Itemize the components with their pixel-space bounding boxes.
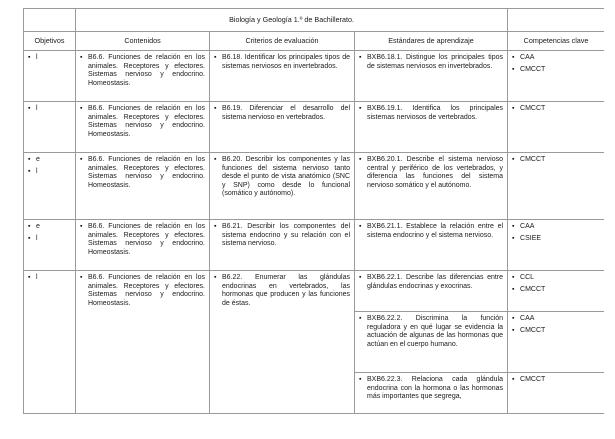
criterio-text: B6.19. Diferenciar el desarrollo del sistema nervioso en vertebrados. [222, 105, 350, 121]
estandar-text: BXB6.22.3. Relaciona cada glándula endocrina con la hormona o las hormonas más importantes que segrega, [367, 376, 504, 401]
curriculum-table [23, 8, 604, 414]
estandar-text: BXB6.22.2. Discrimina la función reguladora y en qué lugar se evidencia la actuación de algunas de las hormonas que actúan en el cuerpo humano. [367, 315, 504, 348]
competencia-item: ▪ CAA [512, 315, 535, 322]
objetivo-item: ▪ l [28, 54, 38, 61]
objetivo-item: ▪ l [28, 234, 38, 242]
contenido-text: B6.6. Funciones de relación en los animales. Receptores y efectores. Sistemas nervioso y endocrino. Homeostasis. [88, 54, 205, 87]
objetivo-item: ▪ l [28, 105, 38, 112]
competencia-item: ▪ CMCCT [512, 285, 546, 293]
empty-corner-cell [24, 9, 76, 32]
bullet-icon: ▪ [512, 156, 515, 163]
contenido-text: B6.6. Funciones de relación en los animales. Receptores y efectores. Sistemas nervioso y endocrino. Homeostasis. [88, 156, 205, 189]
bullet-icon: ▪ [359, 376, 362, 383]
bullet-icon: ▪ [359, 54, 362, 61]
header-objetivos: Objetivos [24, 32, 76, 51]
empty-corner-cell [508, 9, 604, 32]
table-row [24, 51, 605, 102]
competencia-item: ▪ CMCCT [512, 326, 546, 334]
contenido-text: B6.6. Funciones de relación en los animales. Receptores y efectores. Sistemas nervioso y endocrino. Homeostasis. [88, 105, 205, 138]
bullet-icon: ▪ [214, 54, 217, 61]
bullet-icon: ▪ [512, 285, 515, 293]
contenido-text: B6.6. Funciones de relación en los animales. Receptores y efectores. Sistemas nervioso y endocrino. Homeostasis. [88, 274, 205, 307]
bullet-icon: ▪ [214, 223, 217, 230]
bullet-icon: ▪ [28, 105, 31, 112]
table-row [24, 271, 605, 312]
competencia-item: ▪ CCL [512, 274, 535, 281]
document-page [23, 8, 604, 439]
bullet-icon: ▪ [512, 234, 515, 242]
bullet-icon: ▪ [512, 376, 515, 383]
bullet-icon: ▪ [80, 54, 83, 61]
bullet-icon: ▪ [359, 315, 362, 322]
header-contenidos: Contenidos [76, 32, 210, 51]
competencia-item: ▪ CAA [512, 223, 535, 230]
competencia-item: ▪ CAA [512, 54, 535, 61]
bullet-icon: ▪ [28, 234, 31, 242]
criterio-text: B6.22. Enumerar las glándulas endocrinas en vertebrados, las hormonas que producen y las funciones de éstas. [222, 274, 350, 307]
bullet-icon: ▪ [359, 156, 362, 163]
bullet-icon: ▪ [28, 223, 31, 230]
bullet-icon: ▪ [359, 223, 362, 230]
bullet-icon: ▪ [28, 167, 31, 175]
bullet-icon: ▪ [512, 54, 515, 61]
bullet-icon: ▪ [512, 315, 515, 322]
competencia-item: ▪ CSIEE [512, 234, 542, 242]
bullet-icon: ▪ [359, 274, 362, 281]
bullet-icon: ▪ [214, 156, 217, 163]
criterio-text: B6.20. Describir los componentes y las funciones del sistema nervioso tanto desde el punto de vista anatómico (SNC y SNP) como desde lo funcional (somático y autónomo). [222, 156, 350, 198]
estandar-text: BXB6.21.1. Establece la relación entre el sistema endocrino y el sistema nervioso. [367, 223, 504, 239]
competencia-item: ▪ CMCCT [512, 65, 546, 73]
objetivo-item: ▪ e [28, 156, 40, 163]
bullet-icon: ▪ [28, 54, 31, 61]
bullet-icon: ▪ [80, 274, 83, 281]
criterio-text: B6.18. Identificar los principales tipos de sistemas nerviosos en invertebrados. [222, 54, 350, 70]
header-estandares: Estándares de aprendizaje [355, 32, 508, 51]
table-row [24, 102, 605, 153]
estandar-text: BXB6.22.1. Describe las diferencias entre glándulas endocrinas y exocrinas. [367, 274, 504, 290]
bullet-icon: ▪ [80, 105, 83, 112]
objetivo-item: ▪ e [28, 223, 40, 230]
bullet-icon: ▪ [80, 156, 83, 163]
competencia-item: ▪ CMCCT [512, 156, 546, 163]
bullet-icon: ▪ [28, 156, 31, 163]
table-row [24, 220, 605, 271]
objetivo-item: ▪ l [28, 167, 38, 175]
criterio-text: B6.21. Describir los componentes del sistema endocrino y su relación con el sistema nervioso. [222, 223, 350, 248]
bullet-icon: ▪ [512, 105, 515, 112]
header-criterios: Criterios de evaluación [210, 32, 355, 51]
bullet-icon: ▪ [512, 326, 515, 334]
bullet-icon: ▪ [214, 274, 217, 281]
bullet-icon: ▪ [80, 223, 83, 230]
contenido-text: B6.6. Funciones de relación en los animales. Receptores y efectores. Sistemas nervioso y endocrino. Homeostasis. [88, 223, 205, 256]
competencia-item: ▪ CMCCT [512, 376, 546, 383]
bullet-icon: ▪ [512, 223, 515, 230]
objetivo-item: ▪ l [28, 274, 38, 281]
competencia-item: ▪ CMCCT [512, 105, 546, 112]
table-title: Biología y Geología 1.º de Bachillerato. [76, 9, 508, 32]
bullet-icon: ▪ [512, 65, 515, 73]
bullet-icon: ▪ [512, 274, 515, 281]
estandar-text: BXB6.19.1. Identifica los principales sistemas nerviosos de vertebrados. [367, 105, 504, 121]
header-competencias: Competencias clave [508, 32, 604, 51]
table-row [24, 153, 605, 220]
bullet-icon: ▪ [28, 274, 31, 281]
bullet-icon: ▪ [359, 105, 362, 112]
estandar-text: BXB6.20.1. Describe el sistema nervioso central y periférico de los vertebrados, y diferencia las funciones del sistema nervioso somático y el autónomo. [367, 156, 504, 189]
estandar-text: BXB6.18.1. Distingue los principales tipos de sistemas nerviosos en invertebrados. [367, 54, 504, 70]
bullet-icon: ▪ [214, 105, 217, 112]
